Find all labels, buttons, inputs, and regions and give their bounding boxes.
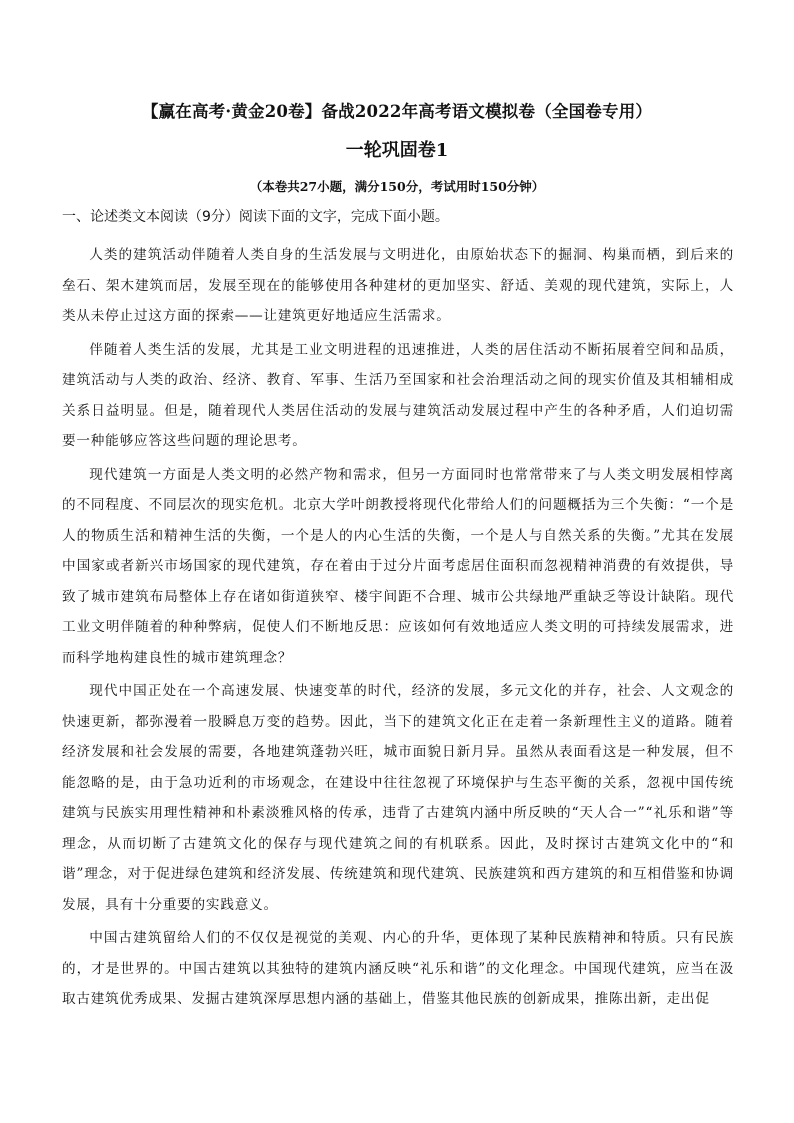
passage-paragraph-1: 人类的建筑活动伴随着人类自身的生活发展与文明进化，由原始状态下的掘洞、构巢而栖，到后来的垒石、架木建筑而居，发展至现在的能够使用各种建材的更加坚实、舒适、美观的现代建筑，实际上，人类从未停止过这方面的探索——让建筑更好地适应生活需求。 <box>62 247 734 324</box>
passage-paragraph-2: 伴随着人类生活的发展，尤其是工业文明进程的迅速推进，人类的居住活动不断拓展着空间和品质，建筑活动与人类的政治、经济、教育、军事、生活乃至国家和社会治理活动之间的现实价值及其相辅相成关系日益明显。但是，随着现代人类居住活动的发展与建筑活动发展过程中产生的各种矛盾，人们迫切需要一种能够应答这些问题的理论思考。 <box>62 341 734 449</box>
passage-paragraph-3: 现代建筑一方面是人类文明的必然产物和需求，但另一方面同时也常常带来了与人类文明发展相悖离的不同程度、不同层次的现实危机。北京大学叶朗教授将现代化带给人们的问题概括为三个失衡：“一个是人的物质生活和精神生活的失衡，一个是人的内心生活的失衡，一个是人与自然关系的失衡。”尤其在发展中国家或者新兴市场国家的现代建筑，存在着由于过分片面考虑居住面积而忽视精神消费的有效提供，导致了城市建筑布局整体上存在诸如街道狭窄、楼宇间距不合理、城市公共绿地严重缺乏等设计缺陷。现代工业文明伴随着的种种弊病，促使人们不断地反思：应该如何有效地适应人类文明的可持续发展需求，进而科学地构建良性的城市建筑理念？ <box>62 466 734 666</box>
passage-paragraph-5: 中国古建筑留给人们的不仅仅是视觉的美观、内心的升华，更体现了某种民族精神和特质。只有民族的，才是世界的。中国古建筑以其独特的建筑内涵反映“礼乐和谐”的文化理念。中国现代建筑，应当在汲取古建筑优秀成果、发掘古建筑深厚思想内涵的基础上，借鉴其他民族的创新成果，推陈出新，走出促 <box>62 930 734 1007</box>
passage-paragraph-4: 现代中国正处在一个高速发展、快速变革的时代，经济的发展，多元文化的并存，社会、人文观念的快速更新，都弥漫着一股瞬息万变的趋势。因此，当下的建筑文化正在走着一条新理性主义的道路。随着经济发展和社会发展的需要，各地建筑蓬勃兴旺，城市面貌日新月异。虽然从表面看这是一种发展，但不能忽略的是，由于急功近利的市场观念，在建设中往往忽视了环境保护与生态平衡的关系，忽视中国传统建筑与民族实用理性精神和朴素淡雅风格的传承，违背了古建筑内涵中所反映的“天人合一”“礼乐和谐”等理念，从而切断了古建筑文化的保存与现代建筑之间的有机联系。因此，及时探讨古建筑文化中的“和谐”理念，对于促进绿色建筑和经济发展、传统建筑和现代建筑、民族建筑和西方建筑的和互相借鉴和协调发展，具有十分重要的实践意义。 <box>62 683 734 913</box>
section-heading: 一、论述类文本阅读（9分）阅读下面的文字，完成下面小题。 <box>62 209 449 225</box>
exam-title: 【赢在高考·黄金20卷】备战2022年高考语文模拟卷（全国卷专用） <box>141 102 653 121</box>
exam-note: （本卷共27小题，满分150分，考试用时150分钟） <box>249 179 545 194</box>
exam-subtitle: 一轮巩固卷1 <box>345 140 449 161</box>
reading-passage <box>62 240 734 1018</box>
